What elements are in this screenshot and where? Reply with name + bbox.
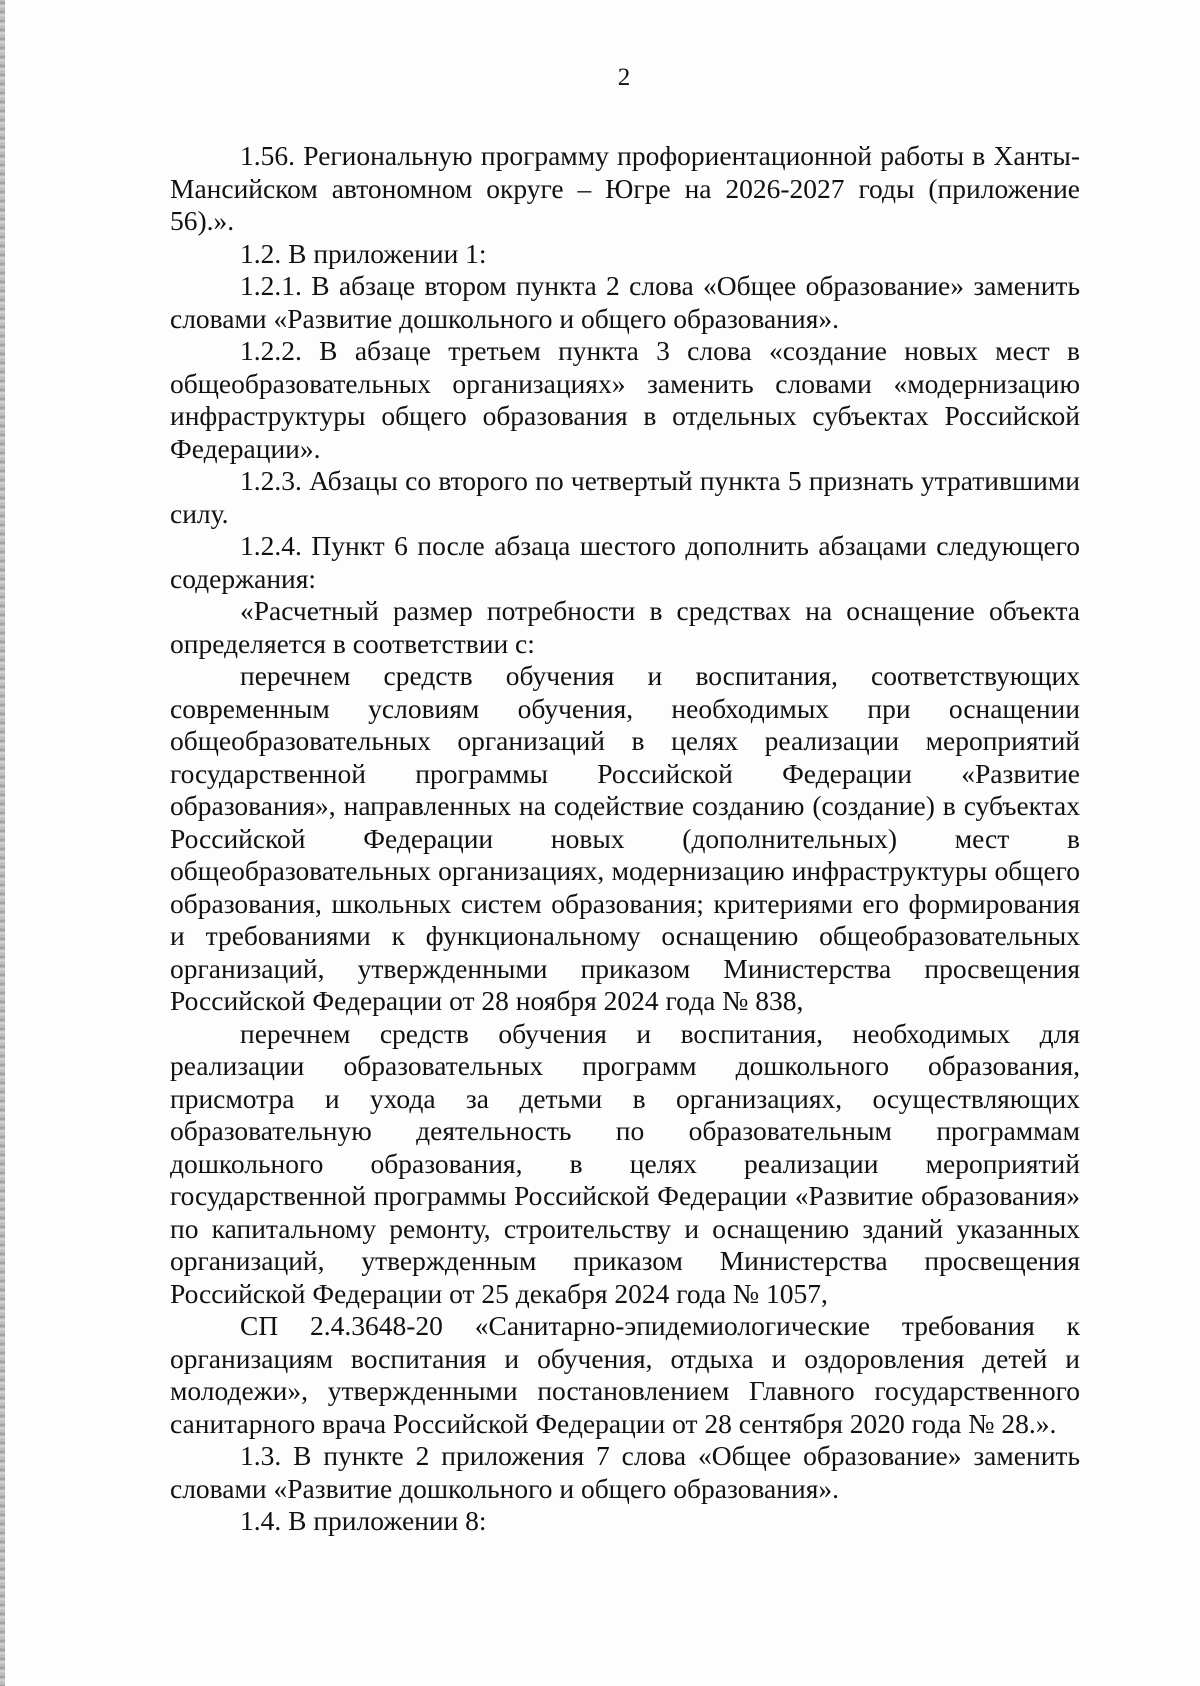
document-body: [170, 140, 1080, 1538]
paragraph-list-item-2: перечнем средств обучения и воспитания, необходимых для реализации образовательных программ дошкольного образования, присмотра и ухода за детьми в организациях, осуществляющих образовательную деятельность по образовательным программам дошкольного образования, в целях реализации мероприятий государственной программы Российской Федерации «Развитие образования» по капитальному ремонту, строительству и оснащению зданий указанных организаций, утвержденным приказом Министерства просвещения Российской Федерации от 25 декабря 2024 года № 1057,: [170, 1017, 1080, 1309]
paragraph-1-3: 1.3. В пункте 2 приложения 7 слова «Общее образование» заменить словами «Развитие дошкольного и общего образования».: [170, 1440, 1080, 1504]
page-number: 2: [617, 64, 631, 91]
paragraph-1-2: 1.2. В приложении 1:: [240, 237, 487, 269]
paragraph-list-item-3: СП 2.4.3648-20 «Санитарно-эпидемиологические требования к организациям воспитания и обучения, отдыха и оздоровления детей и молодежи», утвержденными постановлением Главного государственного санитарного врача Российской Федерации от 28 сентября 2020 года № 28.».: [170, 1310, 1080, 1439]
paragraph-1-2-1: 1.2.1. В абзаце втором пункта 2 слова «Общее образование» заменить словами «Развитие дошкольного и общего образования».: [170, 270, 1080, 334]
paragraph-1-2-4: 1.2.4. Пункт 6 после абзаца шестого дополнить абзацами следующего содержания:: [170, 530, 1080, 594]
paragraph-list-item-1: перечнем средств обучения и воспитания, соответствующих современным условиям обучения, необходимых при оснащении общеобразовательных организаций в целях реализации мероприятий государственной программы Российской Федерации «Развитие образования», направленных на содействие созданию (создание) в субъектах Российской Федерации новых (дополнительных) мест в общеобразовательных организациях, модернизацию инфраструктуры общего образования, школьных систем образования; критериями его формирования и требованиями к функциональному оснащению общеобразовательных организаций, утвержденными приказом Министерства просвещения Российской Федерации от 28 ноября 2024 года № 838,: [170, 660, 1080, 1016]
paragraph-quote-intro: «Расчетный размер потребности в средствах на оснащение объекта определяется в соответствии с:: [170, 595, 1080, 659]
paragraph-1-2-2: 1.2.2. В абзаце третьем пункта 3 слова «создание новых мест в общеобразовательных организациях» заменить словами «модернизацию инфраструктуры общего образования в отдельных субъектах Российской Федерации».: [170, 335, 1080, 464]
paragraph-1-4: 1.4. В приложении 8:: [240, 1505, 487, 1536]
paragraph-1-56: 1.56. Региональную программу профориентационной работы в Ханты-Мансийском автономном округе – Югре на 2026-2027 годы (приложение 56).».: [170, 140, 1080, 236]
paragraph-1-2-3: 1.2.3. Абзацы со второго по четвертый пункта 5 признать утратившими силу.: [170, 465, 1080, 529]
scan-edge-artifact: [0, 0, 5, 1686]
